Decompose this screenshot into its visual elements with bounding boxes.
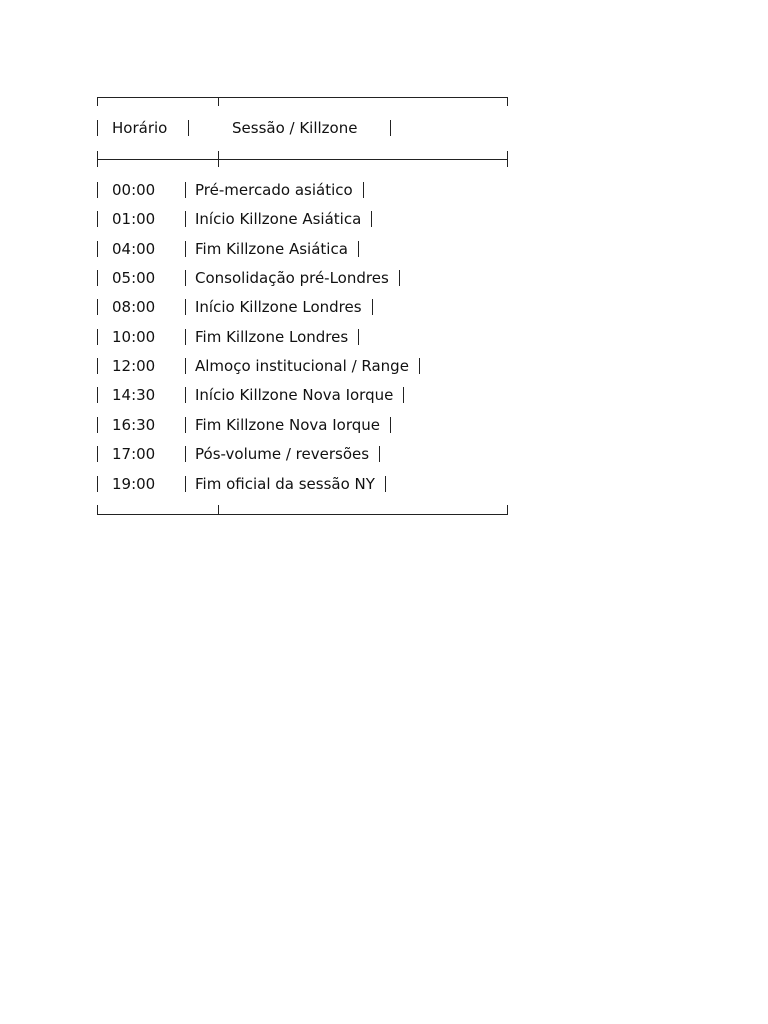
row-session: Início Killzone Londres [195,298,362,316]
table-bottom-border [97,514,508,515]
table-top-tick-mid [218,97,219,106]
row-bar-mid [185,299,186,315]
row-bar-left [97,387,98,403]
row-bar-right [363,182,364,198]
row-bar-left [97,299,98,315]
row-bar-mid [185,329,186,345]
row-bar-right [385,476,386,492]
row-bar-right [390,417,391,433]
table-bottom-tick-mid [218,505,219,514]
row-bar-left [97,329,98,345]
row-bar-right [379,446,380,462]
table-top-border [97,97,508,98]
row-bar-left [97,358,98,374]
row-session: Início Killzone Nova Iorque [195,386,394,404]
row-time: 19:00 [112,475,156,493]
row-time: 10:00 [112,328,156,346]
table-top-tick-right [507,97,508,106]
row-time: 05:00 [112,269,156,287]
row-session: Fim Killzone Nova Iorque [195,416,380,434]
header-session: Sessão / Killzone [232,119,358,137]
row-session: Consolidação pré-Londres [195,269,389,287]
row-session: Fim Killzone Londres [195,328,349,346]
row-time: 17:00 [112,445,156,463]
row-bar-mid [185,182,186,198]
table-top-tick-left [97,97,98,106]
row-session: Fim oficial da sessão NY [195,475,375,493]
row-time: 04:00 [112,240,156,258]
row-bar-right [403,387,404,403]
row-bar-left [97,476,98,492]
row-time: 16:30 [112,416,156,434]
table-header-separator [97,159,508,160]
row-time: 14:30 [112,386,156,404]
separator-tick-right [507,151,508,167]
header-time: Horário [112,119,168,137]
row-session: Almoço institucional / Range [195,357,409,375]
row-bar-left [97,417,98,433]
row-bar-right [358,329,359,345]
row-bar-left [97,270,98,286]
row-bar-left [97,446,98,462]
row-time: 12:00 [112,357,156,375]
header-bar-mid [188,120,189,136]
row-bar-mid [185,211,186,227]
row-bar-right [372,299,373,315]
row-bar-mid [185,476,186,492]
row-time: 01:00 [112,210,156,228]
row-session: Pré-mercado asiático [195,181,353,199]
row-time: 08:00 [112,298,156,316]
row-session: Pós-volume / reversões [195,445,370,463]
separator-tick-mid [218,151,219,167]
row-bar-mid [185,358,186,374]
row-bar-left [97,182,98,198]
row-bar-right [399,270,400,286]
row-bar-mid [185,387,186,403]
table-bottom-tick-left [97,505,98,514]
row-bar-mid [185,446,186,462]
row-bar-mid [185,241,186,257]
separator-tick-left [97,151,98,167]
row-bar-right [371,211,372,227]
header-bar-left [97,120,98,136]
row-bar-left [97,241,98,257]
row-time: 00:00 [112,181,156,199]
row-bar-mid [185,417,186,433]
row-bar-right [358,241,359,257]
row-bar-left [97,211,98,227]
header-bar-right [390,120,391,136]
table-bottom-tick-right [507,505,508,514]
row-bar-right [419,358,420,374]
row-session: Fim Killzone Asiática [195,240,348,258]
row-session: Início Killzone Asiática [195,210,362,228]
row-bar-mid [185,270,186,286]
